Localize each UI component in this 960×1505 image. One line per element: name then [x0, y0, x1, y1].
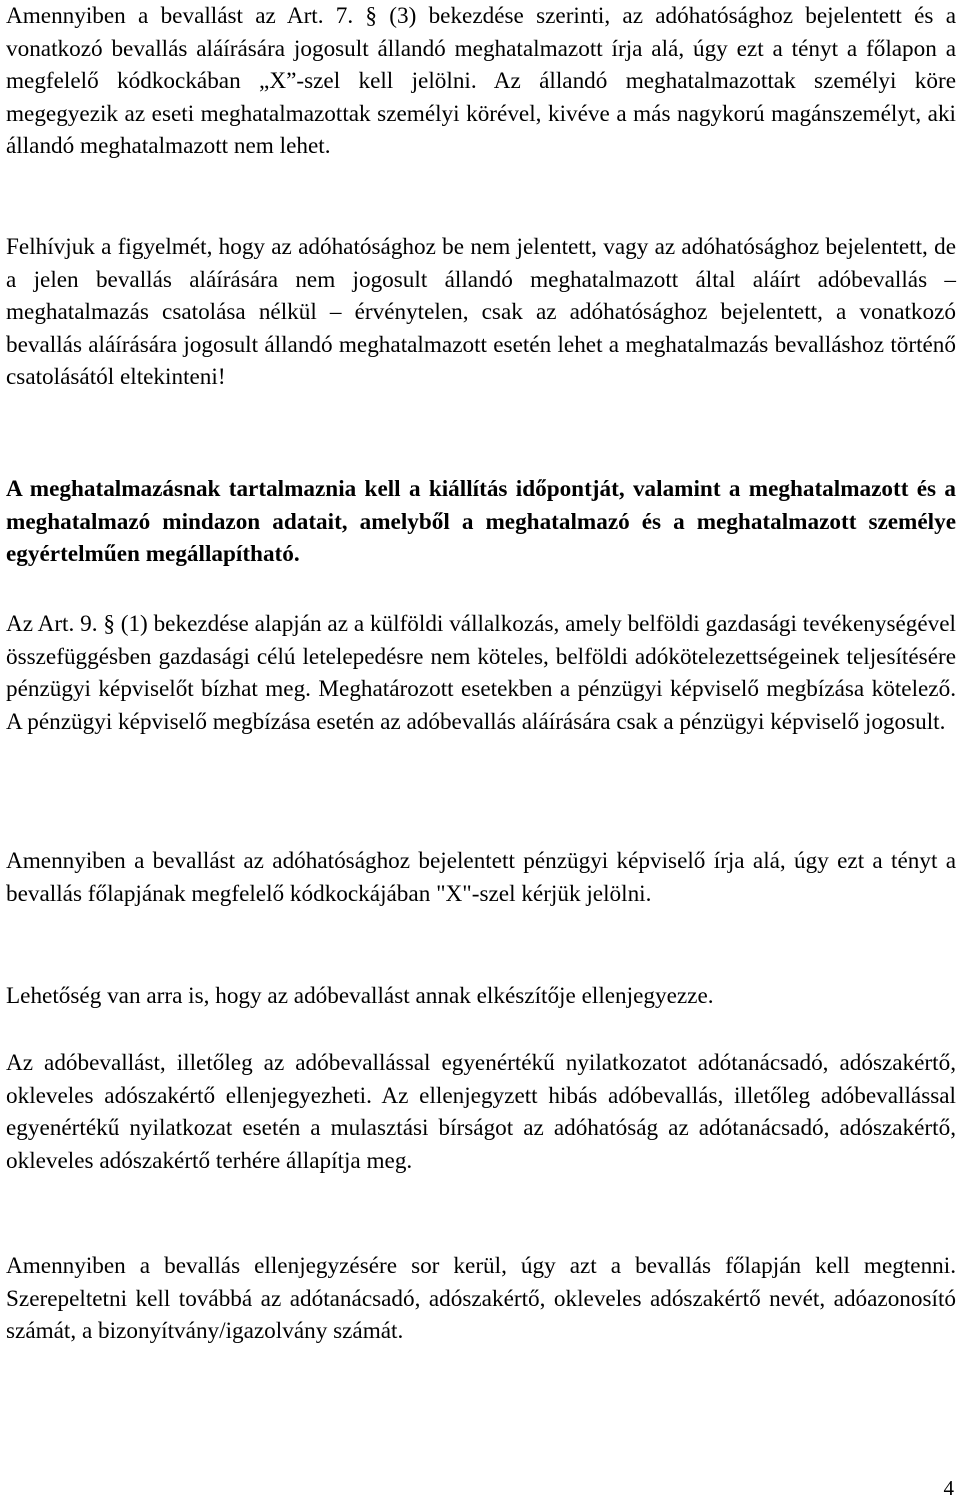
paragraph-authorization-notice: Felhívjuk a figyelmét, hogy az adóhatósághoz be nem jelentett, vagy az adóhatósághoz bejelentett, de a jelen bevallás aláírására nem jogosult állandó meghatalmazott által aláírt adóbevallás – meghatalmazás csatolása nélkül – érvénytelen, csak az adóhatósághoz bejelentett, a vonatkozó bevallás aláírására jogosult állandó meghatalmazott esetén lehet a meghatalmazás bevalláshoz történő csatolásától eltekinteni!: [6, 234, 956, 391]
paragraph-financial-representative-signature: Amennyiben a bevallást az adóhatósághoz bejelentett pénzügyi képviselő írja alá, úgy ezt a tényt a bevallás főlapjának megfelelő kódkockájában "X"-szel kérjük jelölni.: [6, 848, 956, 907]
paragraph-permanent-representative: Amennyiben a bevallást az Art. 7. § (3) bekezdése szerinti, az adóhatósághoz bejelentett és a vonatkozó bevallás aláírására jogosult állandó meghatalmazott írja alá, úgy ezt a tényt a főlapon a megfelelő kódkockában „X”-szel kell jelölni. Az állandó meghatalmazottak személyi köre megegyezik az eseti meghatalmazottak személyi körével, kivéve a más nagykorú magánszemélyt, aki állandó meghatalmazott nem lehet.: [6, 3, 956, 160]
page-number: 4: [943, 1476, 954, 1500]
paragraph-authorization-contents: A meghatalmazásnak tartalmaznia kell a kiállítás időpontját, valamint a meghatalmazott és a meghatalmazó mindazon adatait, amelyből a meghatalmazó és a meghatalmazott személye egyértelműen megállapítható.: [6, 476, 956, 568]
paragraph-countersignature-option: Lehetőség van arra is, hogy az adóbevallást annak elkészítője ellenjegyezze.: [6, 983, 714, 1009]
paragraph-countersignature-liability: Az adóbevallást, illetőleg az adóbevallással egyenértékű nyilatkozatot adótanácsadó, adószakértő, okleveles adószakértő ellenjegyezheti. Az ellenjegyzett hibás adóbevallás, illetőleg adóbevallással egyenértékű nyilatkozat esetén a mulasztási bírságot az adóhatóság az adótanácsadó, adószakértő, okleveles adószakértő terhére állapítja meg.: [6, 1050, 956, 1174]
paragraph-financial-representative: Az Art. 9. § (1) bekezdése alapján az a külföldi vállalkozás, amely belföldi gazdasági tevékenységével összefüggésben gazdasági célú letelepedésre nem köteles, belföldi adókötelezettségeinek teljesítésére pénzügyi képviselőt bízhat meg. Meghatározott esetekben a pénzügyi képviselő megbízása kötelező. A pénzügyi képviselő megbízása esetén az adóbevallás aláírására csak a pénzügyi képviselő jogosult.: [6, 611, 956, 735]
paragraph-countersignature-location: Amennyiben a bevallás ellenjegyzésére sor kerül, úgy azt a bevallás főlapján kell megtenni. Szerepeltetni kell továbbá az adótanácsadó, adószakértő, okleveles adószakértő nevét, adóazonosító számát, a bizonyítvány/igazolvány számát.: [6, 1253, 956, 1345]
